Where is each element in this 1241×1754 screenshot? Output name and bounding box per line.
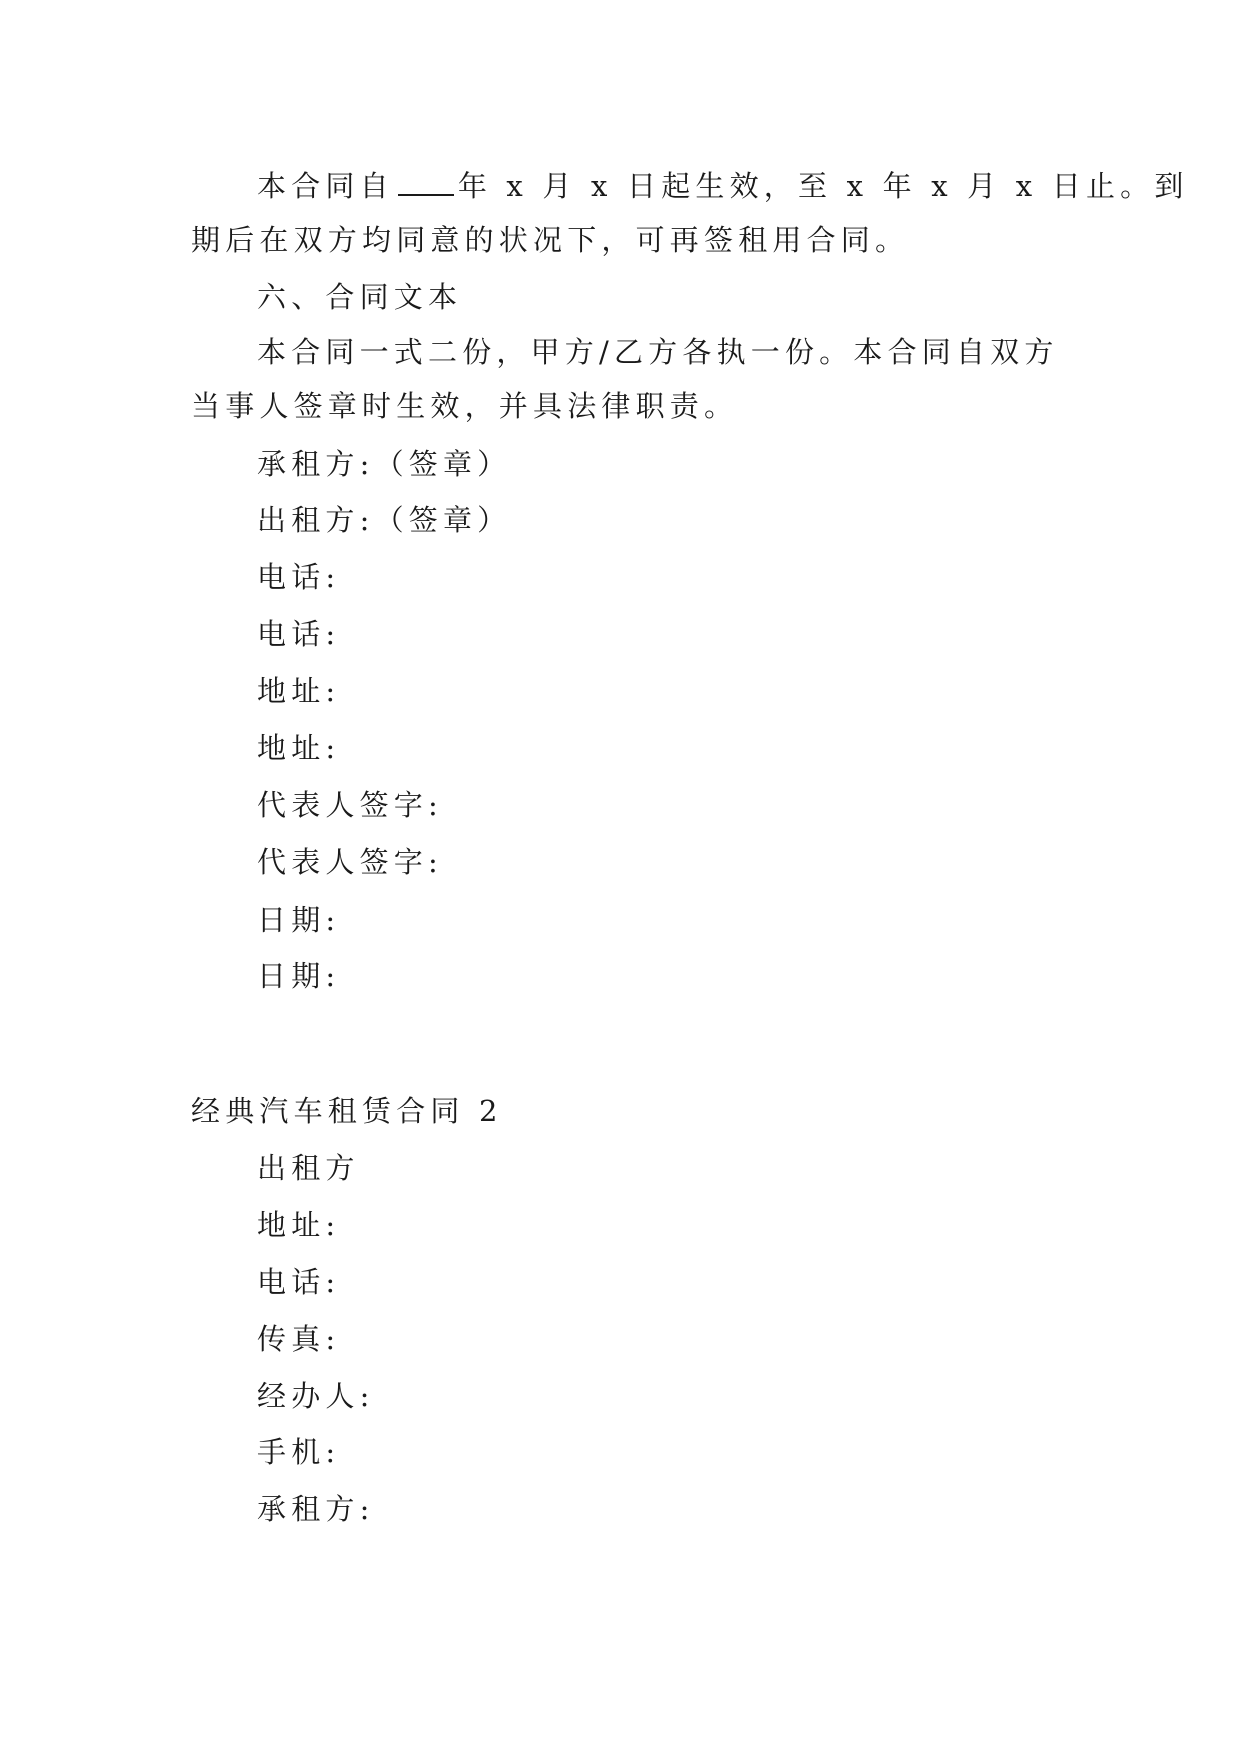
section-heading: 六、合同文本: [257, 280, 463, 314]
field-representative-signature: 代表人签字:: [257, 845, 443, 879]
field-date: 日期:: [257, 903, 341, 937]
field-phone: 电话:: [257, 560, 341, 594]
blank-underline: [398, 170, 454, 196]
field-representative-signature: 代表人签字:: [257, 788, 443, 822]
field-lessee-seal: 承租方:（签章）: [257, 447, 512, 481]
field-lessor: 出租方: [257, 1151, 360, 1185]
field-date: 日期:: [257, 959, 341, 993]
paragraph-copies-line1: 本合同一式二份，甲方/乙方各执一份。本合同自双方: [257, 335, 1059, 369]
field-address: 地址:: [257, 1208, 341, 1242]
field-address: 地址:: [257, 674, 341, 708]
field-lessee: 承租方:: [257, 1492, 375, 1526]
field-handler: 经办人:: [257, 1379, 375, 1413]
text-fragment: 本合同自: [257, 169, 394, 203]
paragraph-effective-date-line2: 期后在双方均同意的状况下，可再签租用合同。: [191, 223, 910, 257]
text-fragment: 年 x 月 x 日起生效，至 x 年 x 月 x 日止。到: [457, 169, 1189, 203]
field-mobile: 手机:: [257, 1435, 341, 1469]
field-lessor-seal: 出租方:（签章）: [257, 503, 512, 537]
field-address: 地址:: [257, 731, 341, 765]
paragraph-effective-date-line1: [257, 166, 1189, 206]
paragraph-copies-line2: 当事人签章时生效，并具法律职责。: [191, 389, 739, 423]
contract-2-title: 经典汽车租赁合同 2: [191, 1094, 503, 1128]
field-phone: 电话:: [257, 617, 341, 651]
field-phone: 电话:: [257, 1265, 341, 1299]
field-fax: 传真:: [257, 1322, 341, 1356]
